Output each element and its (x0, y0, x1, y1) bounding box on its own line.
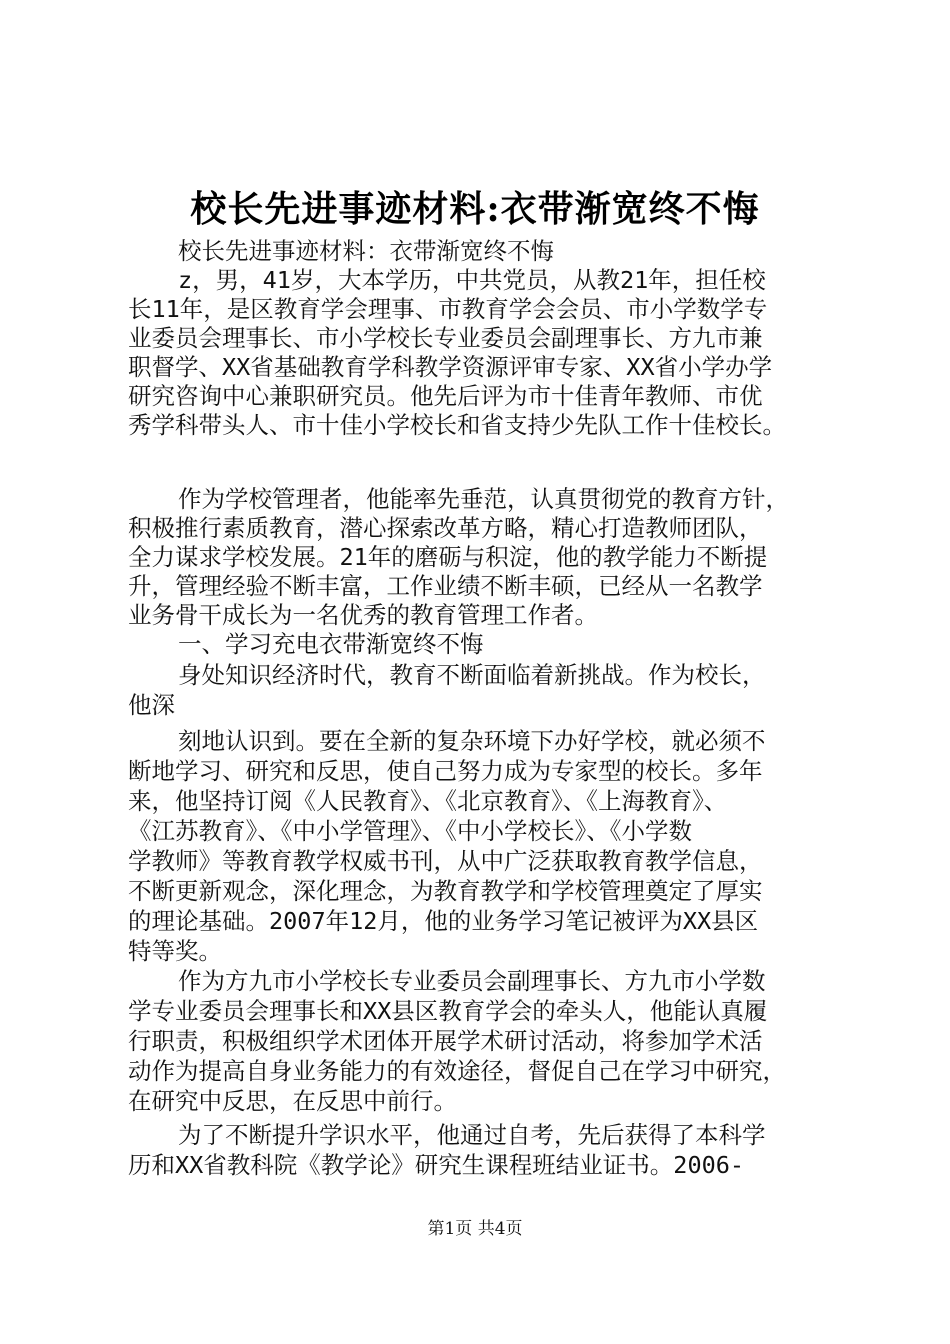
body-line: 长11年，是区教育学会理事、市教育学会会员、市小学数学专 (128, 295, 768, 323)
body-line: 《江苏教育》、《中小学管理》、《中小学校长》、《小学数 (128, 817, 692, 845)
body-line: 校长先进事迹材料：衣带渐宽终不悔 (178, 237, 554, 265)
body-line: 的理论基础。2007年12月，他的业务学习笔记被评为XX县区 (128, 907, 759, 935)
body-line: 全力谋求学校发展。21年的磨砺与积淀，他的教学能力不断提 (128, 543, 768, 571)
body-line: 来，他坚持订阅《人民教育》、《北京教育》、《上海教育》、 (128, 787, 728, 815)
body-line: 学教师》等教育教学权威书刊，从中广泛获取教育教学信息， (128, 847, 763, 875)
body-line: 学专业委员会理事长和XX县区教育学会的牵头人，他能认真履 (128, 997, 768, 1025)
body-line: z，男，41岁，大本学历，中共党员，从教21年，担任校 (178, 266, 766, 294)
body-line: 不断更新观念，深化理念，为教育教学和学校管理奠定了厚实 (128, 877, 763, 905)
body-line: 业委员会理事长、市小学校长专业委员会副理事长、方九市兼 (128, 324, 763, 352)
body-line: 业务骨干成长为一名优秀的教育管理工作者。 (128, 601, 598, 629)
body-line: 秀学科带头人、市十佳小学校长和省支持少先队工作十佳校长。 (128, 411, 786, 439)
body-line: 作为学校管理者，他能率先垂范，认真贯彻党的教育方针， (178, 485, 789, 513)
body-line: 历和XX省教科院《教学论》研究生课程班结业证书。2006- (128, 1151, 745, 1179)
section-heading: 一、学习充电衣带渐宽终不悔 (178, 630, 484, 658)
body-line: 研究咨询中心兼职研究员。他先后评为市十佳青年教师、市优 (128, 382, 763, 410)
body-line: 为了不断提升学识水平，他通过自考，先后获得了本科学 (178, 1121, 766, 1149)
body-line: 断地学习、研究和反思，使自己努力成为专家型的校长。多年 (128, 757, 763, 785)
body-line: 身处知识经济时代，教育不断面临着新挑战。作为校长， (178, 661, 766, 689)
body-line: 在研究中反思，在反思中前行。 (128, 1087, 457, 1115)
document-title: 校长先进事迹材料:衣带渐宽终不悔 (190, 188, 760, 230)
page-footer: 第1页 共4页 (427, 1219, 523, 1239)
body-line: 积极推行素质教育，潜心探索改革方略，精心打造教师团队， (128, 514, 763, 542)
body-line: 职督学、XX省基础教育学科教学资源评审专家、XX省小学办学 (128, 353, 773, 381)
body-line: 动作为提高自身业务能力的有效途径，督促自己在学习中研究， (128, 1057, 786, 1085)
body-line: 升，管理经验不断丰富，工作业绩不断丰硕，已经从一名教学 (128, 572, 763, 600)
body-line: 特等奖。 (128, 937, 222, 965)
body-line: 作为方九市小学校长专业委员会副理事长、方九市小学数 (178, 967, 766, 995)
body-line: 他深 (128, 691, 175, 719)
body-line: 行职责，积极组织学术团体开展学术研讨活动，将参加学术活 (128, 1027, 763, 1055)
body-line: 刻地认识到。要在全新的复杂环境下办好学校，就必须不 (178, 727, 766, 755)
